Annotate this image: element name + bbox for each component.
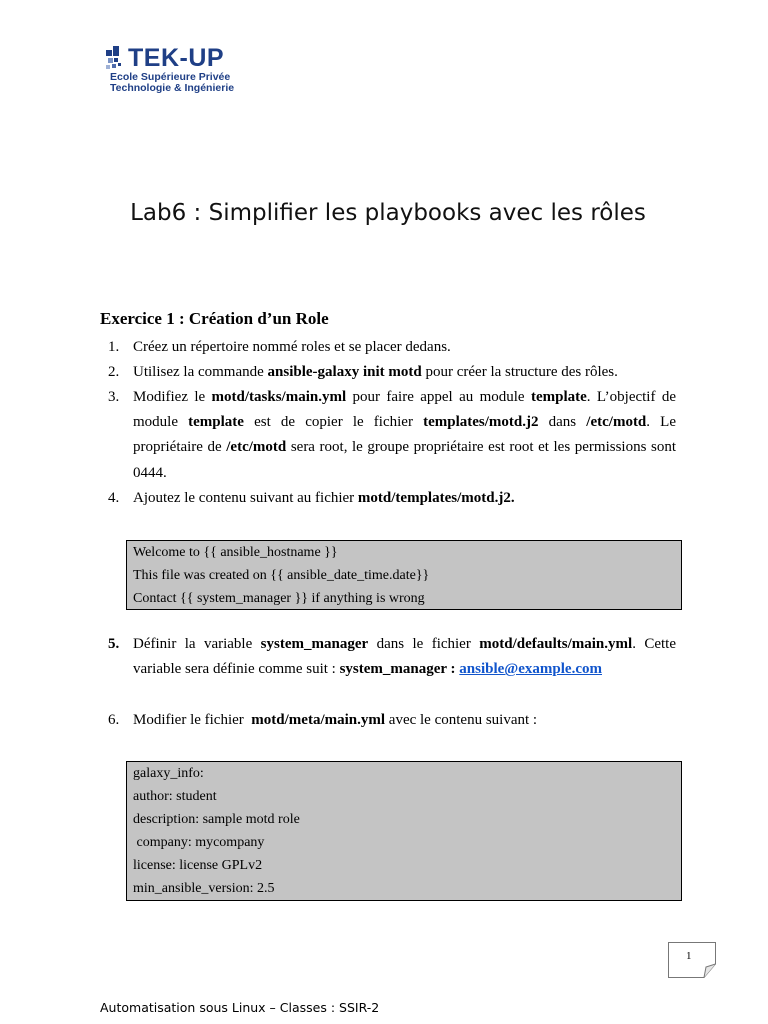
text-run: Utilisez la commande <box>133 364 268 380</box>
code-line: company: mycompany <box>133 835 265 850</box>
text-run: pour faire appel au module <box>346 389 531 405</box>
text-bold: ansible-galaxy init motd <box>267 364 422 380</box>
item-text <box>108 708 676 733</box>
tekup-logo-mark-icon <box>104 44 130 74</box>
list-item-2 <box>108 360 676 385</box>
list-item-1 <box>108 335 676 360</box>
logo-name: TEK-UP <box>128 44 225 72</box>
text-run: Définir la variable <box>133 636 261 652</box>
code-line: author: student <box>133 789 217 804</box>
text-bold: template <box>188 414 244 431</box>
page-footer: Automatisation sous Linux – Classes : SSIR-2 <box>100 1000 380 1015</box>
list-item-5 <box>108 632 676 682</box>
code-line: galaxy_info: <box>133 766 204 781</box>
item-number: 6. <box>108 712 120 728</box>
logo-subtitle-line2: Technologie & Ingénierie <box>110 82 235 94</box>
item-text <box>108 360 676 385</box>
text-bold: motd/meta/main.yml <box>251 712 386 728</box>
item-number: 3. <box>108 389 120 405</box>
item-text <box>108 632 676 682</box>
email-link[interactable]: ansible@example.com <box>459 661 602 678</box>
item-number: 5. <box>108 636 120 652</box>
tekup-logo <box>104 44 254 96</box>
text-bold: templates/motd.j2 <box>423 414 539 431</box>
text-bold: motd/defaults/main.yml <box>479 636 633 652</box>
text-run: Modifiez le <box>133 389 212 405</box>
code-line: Contact {{ system_manager }} if anything is wrong <box>133 591 425 606</box>
page-title: Lab6 : Simplifier les playbooks avec les rôles <box>130 200 646 226</box>
text-bold: /etc/motd <box>586 414 647 431</box>
text-run: dans le fichier <box>368 636 480 652</box>
item-number: 2. <box>108 364 120 380</box>
code-block-motd <box>126 540 682 610</box>
text-run: . Le propriétaire de <box>133 414 676 456</box>
text-bold: motd/tasks/main.yml <box>211 389 347 405</box>
text-run: Ajoutez le contenu suivant au fichier <box>133 490 358 506</box>
list-item-4 <box>108 486 676 511</box>
page-number: 1 <box>686 950 692 962</box>
code-block-meta <box>126 761 682 901</box>
code-line: license: license GPLv2 <box>133 858 263 873</box>
list-item-3 <box>108 385 676 486</box>
text-run: est de copier le fichier <box>243 414 424 431</box>
item-text: Créez un répertoire nommé roles et se placer dedans. <box>133 339 451 355</box>
item-number: 1. <box>108 339 120 355</box>
code-line: Welcome to {{ ansible_hostname }} <box>133 545 338 560</box>
code-line: description: sample motd role <box>133 812 300 827</box>
text-run: . L’objectif de module <box>133 389 676 431</box>
text-run: . Cette variable sera définie comme suit : <box>133 636 676 678</box>
page-number-box <box>668 942 716 978</box>
text-bold: system_manager <box>260 636 369 652</box>
code-line: This file was created on {{ ansible_date_time.date}} <box>133 568 430 583</box>
text-run: dans <box>538 414 587 431</box>
logo-subtitle-line1: Ecole Supérieure Privée <box>110 71 231 83</box>
code-line: min_ansible_version: 2.5 <box>133 881 275 896</box>
text-run: avec le contenu suivant : <box>385 712 538 728</box>
text-bold: system_manager : <box>339 661 460 678</box>
exercise-title: Exercice 1 : Création d’un Role <box>100 309 329 328</box>
text-bold: motd/templates/motd.j2. <box>357 490 515 506</box>
item-text <box>108 486 676 511</box>
text-run: pour créer la structure des rôles. <box>421 364 618 380</box>
text-bold: template <box>530 389 587 405</box>
item-text <box>108 385 676 486</box>
item-number: 4. <box>108 490 120 506</box>
list-item-6 <box>108 708 676 733</box>
text-run: Modifier le fichier <box>133 712 252 728</box>
text-bold: /etc/motd <box>226 439 287 456</box>
text-run: sera root, le groupe propriétaire est root et les permissions sont 0444. <box>133 439 676 481</box>
